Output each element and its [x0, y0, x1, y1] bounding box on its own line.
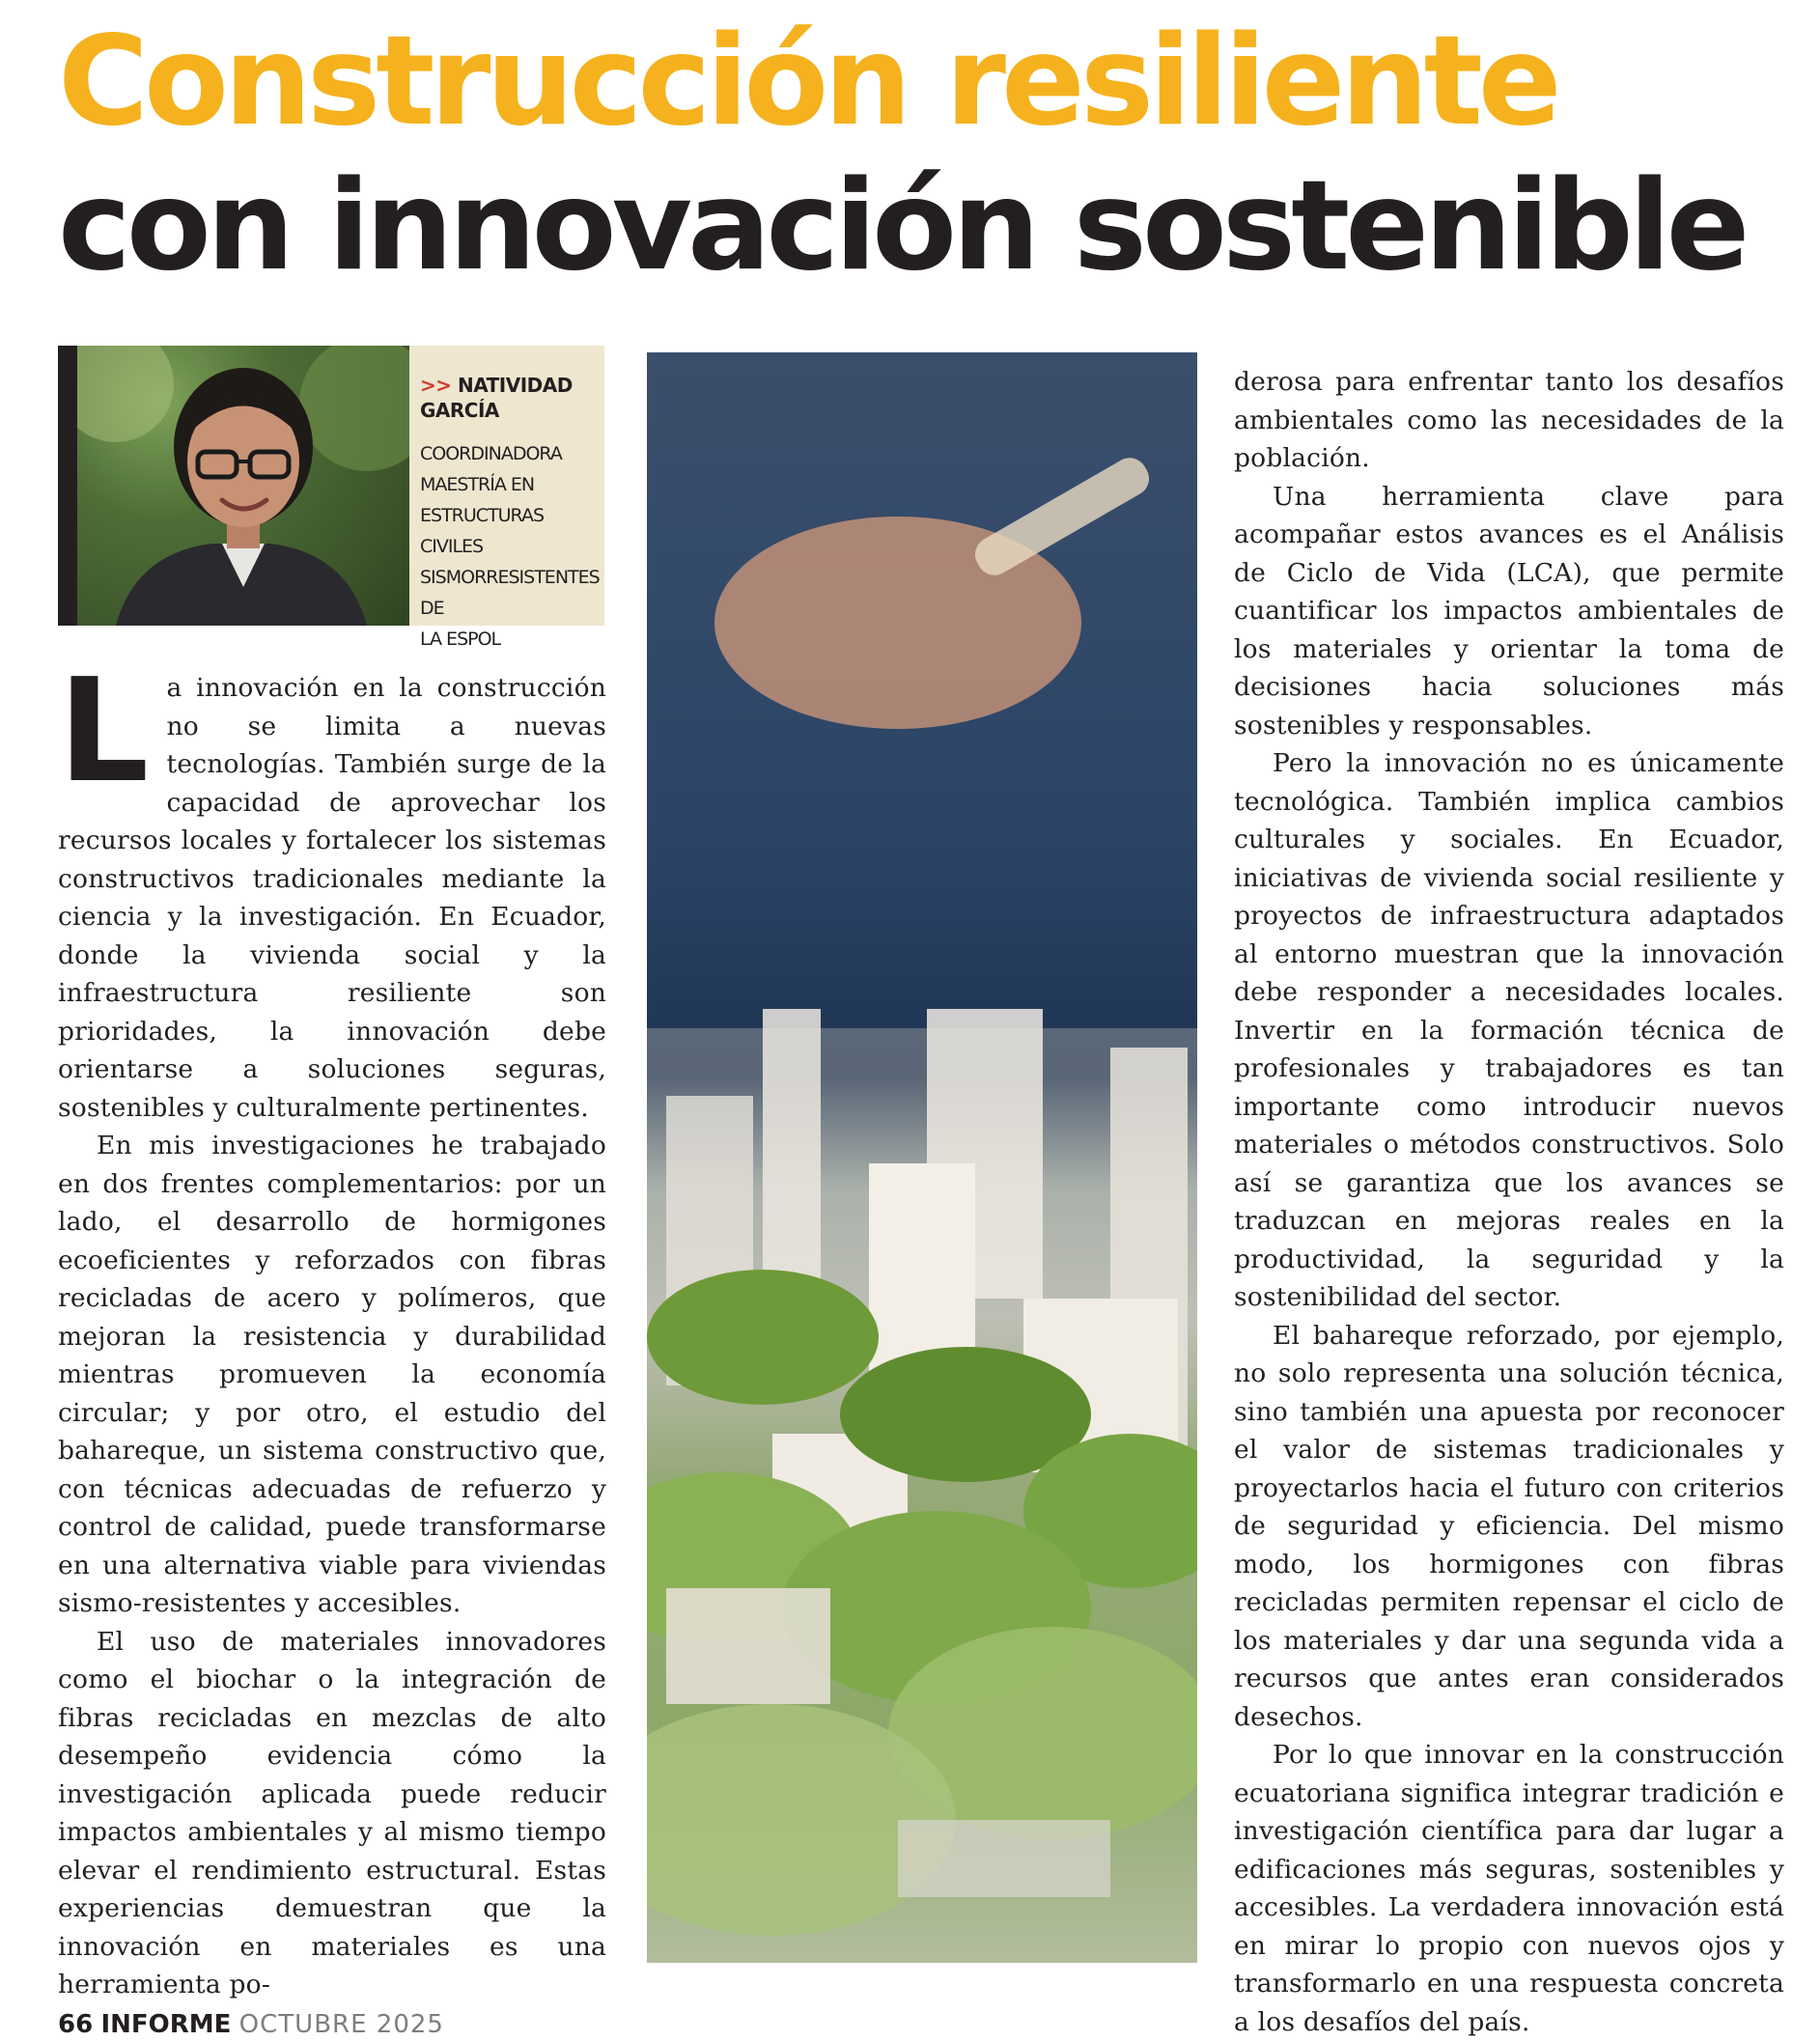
author-info	[420, 373, 599, 655]
article-paragraph-2: En mis investigaciones he trabajado en dos frentes complementarios: por un lado, el desarrollo de hormigones ecoeficientes y reforzados con fibras recicladas de acero y polímeros, que mejoran la resistencia y durabilidad mientras promueven la economía circular; y por otro, el estudio del bahareque, un sistema constructivo que, con técnicas adecuadas de refuerzo y control de calidad, puede transformarse en una alternativa viable para viviendas sismo-resistentes y accesibles.	[58, 1131, 606, 1618]
city-model-illustration	[647, 352, 1197, 1963]
article-column-right	[1234, 363, 1784, 2041]
author-arrows: >>	[420, 374, 452, 397]
author-photo	[77, 346, 409, 626]
author-portrait-illustration	[77, 346, 409, 626]
magazine-name: INFORME	[100, 2010, 232, 2039]
headline	[58, 10, 1777, 299]
article-paragraph-4: Una herramienta clave para acompañar estos avances es el Análisis de Ciclo de Vida (LCA), que permite cuantificar los impactos ambientales de los materiales y orientar la toma de decisiones hacia soluciones más sostenibles y responsables.	[1234, 481, 1784, 741]
article-paragraph-6: El bahareque reforzado, por ejemplo, no solo representa una solución técnica, sino también una apuesta por reconocer el valor de sistemas tradicionales y proyectarlos hacia el futuro con criterios de seguridad y eficiencia. Del mismo modo, los hormigones con fibras recicladas permiten repensar el ciclo de los materiales y dar una segunda vida a recursos que antes eran considerados desechos.	[1234, 1320, 1784, 1732]
article-paragraph-7: Por lo que innovar en la construcción ecuatoriana significa integrar tradición e investigación científica para dar lugar a edificaciones más seguras, sostenibles y accesibles. La verdadera innovación está en mirar lo propio con nuevos ojos y transformarlo en una respuesta concreta a los desafíos del país.	[1234, 1740, 1784, 2037]
article-paragraph-5: Pero la innovación no es únicamente tecnológica. También implica cambios culturales y sociales. En Ecuador, iniciativas de vivienda social resiliente y proyectos de infraestructura adaptados al entorno muestran que la innovación debe responder a necesidades locales. Invertir en la formación técnica de profesionales y trabajadores es tan importante como introducir nuevos materiales o métodos constructivos. Solo así se garantiza que los avances se traduzcan en mejoras reales en la productividad, la seguridad y la sostenibilidad del sector.	[1234, 748, 1784, 1312]
city-model-photo	[647, 352, 1197, 1963]
article-paragraph-1-text: a innovación en la construcción no se limita a nuevas tecnologías. También surge de la capacidad de aprovechar los recursos locales y fortalecer los sistemas constructivos tradicionales mediante la ciencia y la investigación. En Ecuador, donde la vivienda social y la infraestructura resiliente son prioridades, la innovación debe orientarse a soluciones seguras, sostenibles y culturalmente pertinentes.	[58, 673, 606, 1123]
article-column-left	[58, 648, 606, 2004]
article-paragraph-3-part-2: derosa para enfrentar tanto los desafíos ambientales como las necesidades de la población.	[1234, 367, 1784, 473]
issue-date: OCTUBRE 2025	[238, 2010, 444, 2039]
drop-cap: L	[58, 648, 150, 814]
headline-line-2: con innovación sostenible	[58, 154, 1746, 298]
author-role: COORDINADORA MAESTRÍA EN ESTRUCTURAS CIVILES SISMORRESISTENTES DE LA ESPOL	[420, 443, 600, 650]
author-name: NATIVIDAD GARCÍA	[420, 374, 573, 422]
author-name-line	[420, 373, 599, 423]
headline-line-1: Construcción resiliente	[58, 10, 1557, 154]
article-paragraph-1	[58, 648, 606, 1127]
article-paragraph-3-part-1: El uso de materiales innovadores como el biochar o la integración de fibras recicladas en mezclas de alto desempeño evidencia cómo la investigación aplicada puede reducir impactos ambientales y al mismo tiempo elevar el rendimiento estructural. Estas experiencias demuestran que la innovación en materiales es una herramienta po-	[58, 1626, 606, 1999]
author-box-accent-bar	[58, 346, 77, 626]
page-footer	[58, 2010, 444, 2039]
page-number: 66	[58, 2010, 94, 2039]
author-box	[58, 346, 604, 650]
